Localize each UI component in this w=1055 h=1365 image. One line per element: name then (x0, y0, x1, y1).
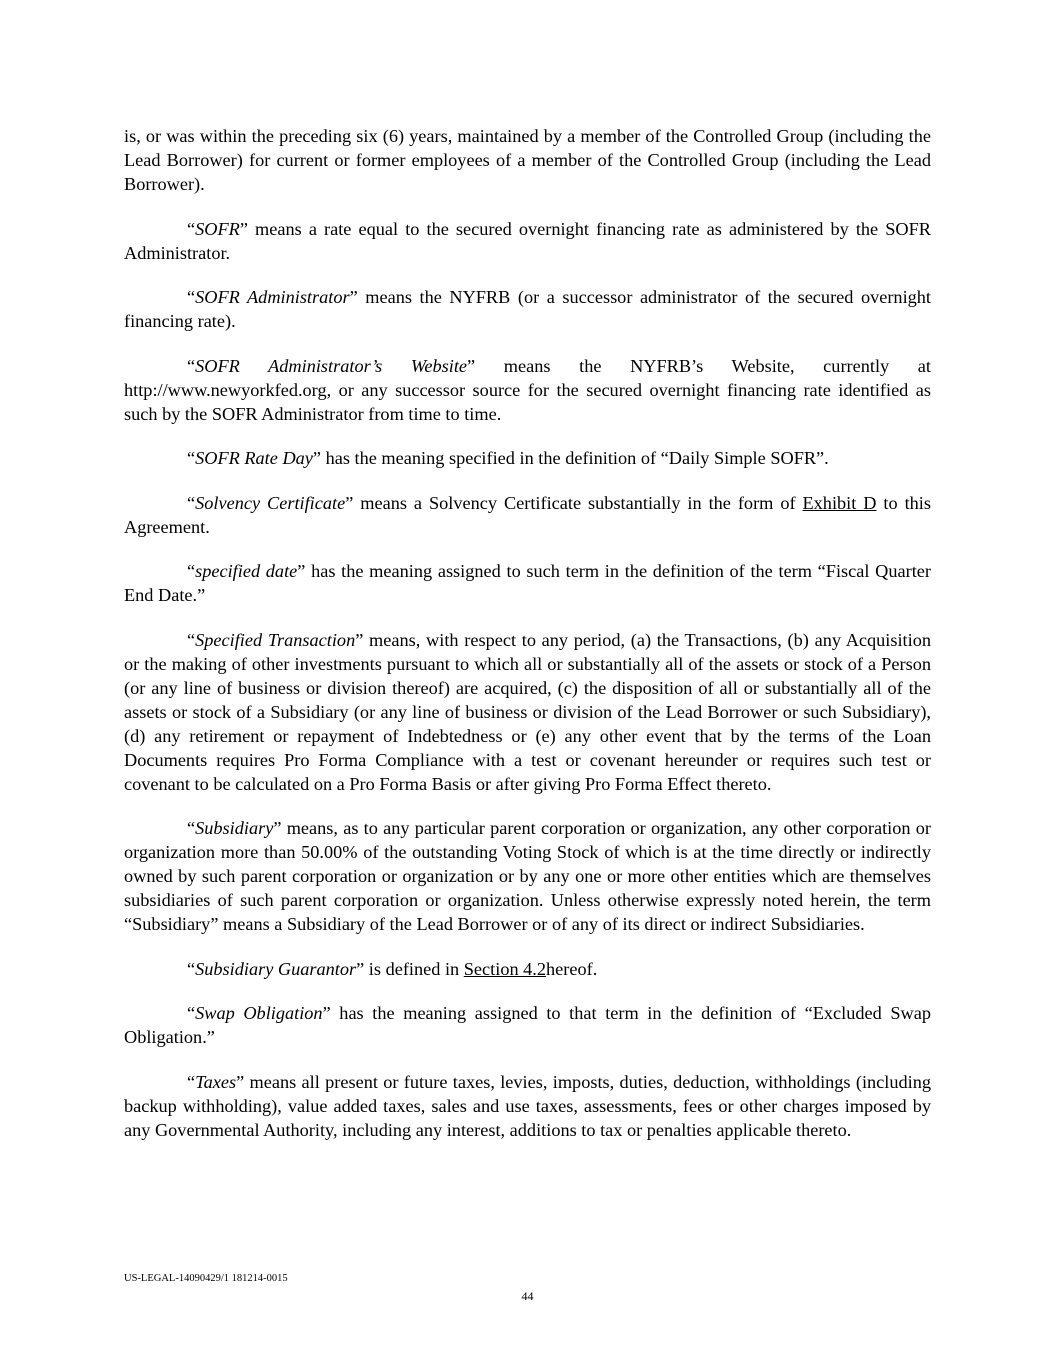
paragraph-text: “ (187, 492, 196, 513)
defined-term: Specified Transaction (195, 629, 356, 650)
paragraph-text: ” means the NYFRB’s Website, currently at http://www.newyorkfed.org, or any successor source for the secured overnight financing rate identified as such by the SOFR Administrator from time to time. (124, 355, 931, 424)
document-body (124, 124, 931, 1162)
defined-term: SOFR Administrator’s Website (195, 355, 468, 376)
paragraph-text: ” means the NYFRB (or a successor administrator of the secured overnight financing rate). (124, 287, 932, 331)
defined-term: SOFR (195, 218, 240, 239)
defined-term: SOFR Rate Day (195, 448, 313, 468)
defined-term: specified date (195, 561, 298, 581)
footer-document-id: US-LEGAL-14090429/1 181214-0015 (124, 1273, 288, 1284)
cross-reference: Section 4.2 (463, 958, 547, 979)
def-sofr-administrators-website (124, 354, 931, 426)
def-specified-transaction (124, 628, 931, 796)
paragraph-text: “ (187, 1071, 196, 1092)
paragraph-text: ” means, as to any particular parent corporation or organization, any other corporation or organization more than 50.00% of the outstanding Voting Stock of which is at the time directly or indirectly owned by such parent corporation or organization or by any one or more other entities which are themselves subsidiaries of such parent corporation or organization. Unless otherwise expressly noted herein, the term “Subsidiary” means a Subsidiary of the Lead Borrower or of any of its direct or indirect Subsidiaries. (124, 818, 931, 934)
paragraph-text: “ (187, 218, 196, 239)
defined-term: Swap Obligation (195, 1003, 323, 1023)
cross-reference: Exhibit D (802, 492, 877, 513)
paragraph-text: “ (187, 1003, 196, 1023)
paragraph-text: “ (187, 629, 196, 650)
paragraph-text: “ (187, 561, 196, 581)
paragraph-text: ” has the meaning assigned to such term in the definition of the term “Fiscal Quarter End Date.” (124, 561, 931, 605)
paragraph-text: ” means a Solvency Certificate substantially in the form of (345, 492, 803, 513)
def-subsidiary (124, 816, 931, 936)
defined-term: Subsidiary (195, 818, 274, 838)
paragraph-text: ” means all present or future taxes, levies, imposts, duties, deduction, withholdings (including backup withholding), value added taxes, sales and use taxes, assessments, fees or other charges imposed by any Governmental Authority, including any interest, additions to tax or penalties applicable thereto. (124, 1071, 931, 1140)
def-taxes (124, 1070, 931, 1142)
defined-term: Subsidiary Guarantor (195, 958, 357, 979)
def-sofr (124, 217, 931, 265)
def-specified-date (124, 559, 931, 607)
paragraph-text: ” has the meaning assigned to that term in the definition of “Excluded Swap Obligation.” (124, 1003, 931, 1047)
paragraph-text: hereof. (546, 958, 598, 979)
paragraph-text: ” is defined in (356, 958, 464, 979)
def-subsidiary-guarantor (124, 957, 931, 981)
paragraph-text: ” means, with respect to any period, (a) the Transactions, (b) any Acquisition or the making of other investments pursuant to which all or substantially all of the assets or stock of a Person (or any line of business or division thereof) are acquired, (c) the disposition of all or substantially all of the assets or stock of a Subsidiary (or any line of business or division of the Lead Borrower or such Subsidiary), (d) any retirement or repayment of Indebtedness or (e) any other event that by the terms of the Loan Documents requires Pro Forma Compliance with a test or covenant hereunder or requires such test or covenant to be calculated on a Pro Forma Basis or after giving Pro Forma Effect thereto. (124, 629, 932, 794)
def-swap-obligation (124, 1001, 931, 1049)
paragraph-text: “ (187, 355, 196, 376)
defined-term: SOFR Administrator (195, 287, 350, 307)
paragraph-text: “ (187, 287, 196, 307)
defined-term: Taxes (195, 1071, 237, 1092)
paragraph-text: ” has the meaning specified in the definition of “Daily Simple SOFR”. (312, 448, 829, 468)
def-sofr-rate-day (124, 446, 931, 470)
page-number: 44 (521, 1289, 534, 1303)
def-sofr-administrator (124, 285, 931, 333)
paragraph-text: to this Agreement. (124, 492, 932, 537)
paragraph-text: is, or was within the preceding six (6) years, maintained by a member of the Controlled Group (including the Lead Borrower) for current or former employees of a member of the Controlled Group (including the Lead Borrower). (124, 126, 931, 194)
paragraph-text: “ (187, 448, 196, 468)
defined-term: Solvency Certificate (195, 492, 346, 513)
p-controlled-group-cont (124, 124, 931, 196)
paragraph-text: “ (187, 958, 196, 979)
paragraph-text: ” means a rate equal to the secured overnight financing rate as administered by the SOFR Administrator. (124, 218, 931, 263)
paragraph-text: “ (187, 818, 196, 838)
def-solvency-certificate (124, 491, 931, 539)
